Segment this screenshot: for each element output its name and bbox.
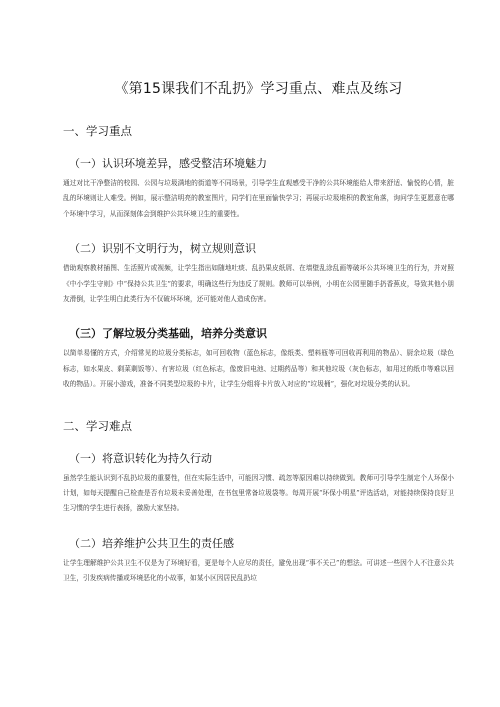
subheading-lasting-action: （一）将意识转化为持久行动 xyxy=(69,451,212,465)
section-heading-difficulties: 二、学习难点 xyxy=(63,418,132,433)
paragraph-environment-difference: 通过对比干净整洁的校园、公园与垃圾满地的街道等不同场景，引导学生直观感受干净的公共环境能给人带来舒适、愉悦的心情，脏乱的环境则让人难受。例如，展示整洁明亮的教室图片，同学们在里面愉快学习；再展示垃圾堆积的教室角落，询问学生更愿意在哪个环境中学习，从而深刻体会到维护公共环境卫生的重要性。 xyxy=(63,179,454,218)
document-title: 《第15课我们不乱扔》学习重点、难点及练习 xyxy=(114,81,403,97)
paragraph-lasting-action: 虽然学生能认识到不乱扔垃圾的重要性，但在实际生活中，可能因习惯、疏忽等原因难以持续做到。教师可引导学生制定个人环保小计划，如每天提醒自己检查是否有垃圾未妥善处理，在书包里常备垃圾袋等。每周开展“环保小明星”评选活动，对能持续保持良好卫生习惯的学生进行表扬，激励大家坚持。 xyxy=(63,473,454,513)
paragraph-responsibility: 让学生理解维护公共卫生不仅是为了环境好看，更是每个人应尽的责任，避免出现“事不关己”的想法。可讲述一些因个人不注意公共卫生，引发疾病传播或环境恶化的小故事，如某小区因居民乱扔垃 xyxy=(63,558,454,583)
section-heading-key-points: 一、学习重点 xyxy=(63,124,132,138)
subheading-environment-difference: （一）认识环境差异，感受整洁环境魅力 xyxy=(69,157,267,170)
subheading-uncivilized-behavior: （二）识别不文明行为，树立规则意识 xyxy=(69,242,256,256)
subheading-garbage-sorting: （三）了解垃圾分类基础，培养分类意识 xyxy=(69,327,267,341)
paragraph-garbage-sorting: 以简单易懂的方式，介绍常见的垃圾分类标志，如可回收物（蓝色标志，像纸类、塑料瓶等可回收再利用的物品）、厨余垃圾（绿色标志，如水果皮、剩菜剩饭等）、有害垃圾（红色标志，像废旧电池、过期药品等）和其他垃圾（灰色标志，如用过的纸巾等难以回收的物品）。开展小游戏，准备不同类型垃圾的卡片，让学生分组将卡片放入对应的“垃圾桶”，强化对垃圾分类的认识。 xyxy=(63,349,454,389)
paragraph-uncivilized-behavior: 借助观察教材插图、生活照片或视频，让学生指出如随地吐痰、乱扔果皮纸屑、在墙壁乱涂乱画等破坏公共环境卫生的行为，并对照《中小学生守则》中“保持公共卫生”的要求，明确这些行为违反了规则。教师可以举例，小明在公园里随手扔香蕉皮，导致其他小朋友滑倒，让学生明白此类行为不仅破坏环境，还可能对他人造成伤害。 xyxy=(63,264,454,304)
subheading-responsibility: （二）培养维护公共卫生的责任感 xyxy=(69,536,234,550)
